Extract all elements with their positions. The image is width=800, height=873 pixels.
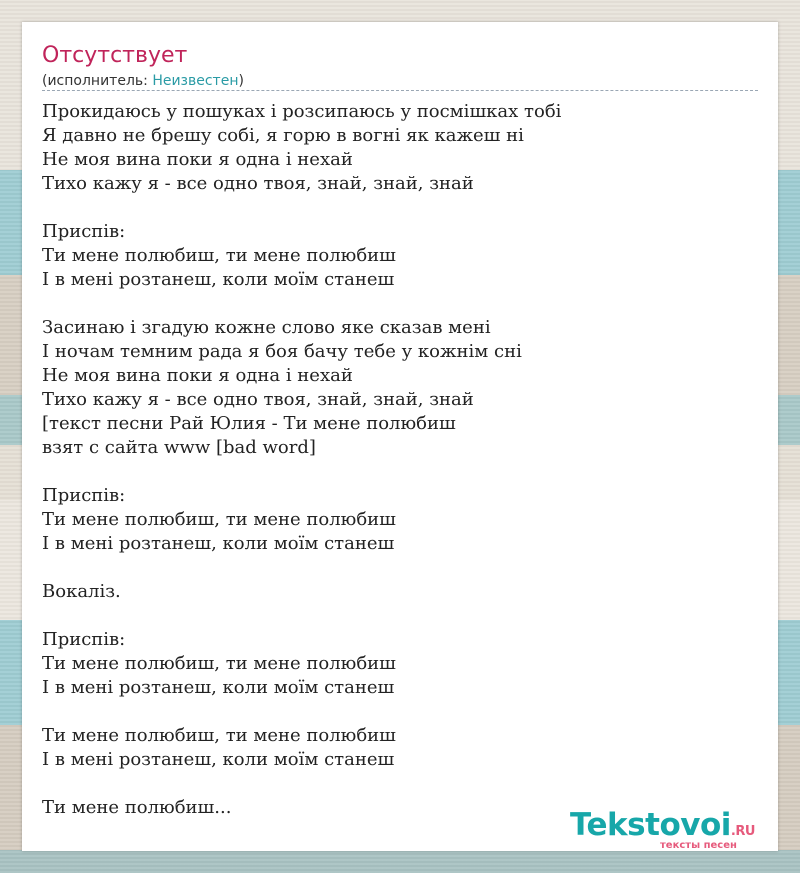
title-divider <box>42 90 758 91</box>
lyrics-line <box>42 460 561 484</box>
artist-prefix: (исполнитель: <box>42 73 153 89</box>
lyrics-line: Ти мене полюбиш... <box>42 797 232 818</box>
lyrics-body <box>42 100 561 820</box>
lyrics-line: Прокидаюсь у пошуках і розсипаюсь у посмішках тобі <box>42 101 562 122</box>
site-logo[interactable] <box>570 808 770 849</box>
lyrics-line: Засинаю і згадую кожне слово яке сказав мені <box>42 317 491 338</box>
song-title: Отсутствует <box>42 43 188 68</box>
lyrics-line: І в мені розтанеш, коли моїм станеш <box>42 677 395 698</box>
lyrics-line: Ти мене полюбиш, ти мене полюбиш <box>42 509 396 530</box>
lyrics-line <box>42 556 561 580</box>
artist-link[interactable]: Неизвестен <box>152 73 239 89</box>
lyrics-line: Тихо кажу я - все одно твоя, знай, знай, знай <box>42 173 474 194</box>
lyrics-line: І в мені розтанеш, коли моїм станеш <box>42 749 395 770</box>
lyrics-line: взят с сайта www [bad word] <box>42 437 316 458</box>
lyrics-line: Я давно не брешу собі, я горю в вогні як кажеш ні <box>42 125 524 146</box>
lyrics-line <box>42 604 561 628</box>
logo-tagline: тексты песен <box>660 840 737 851</box>
lyrics-line: Приспів: <box>42 485 126 506</box>
lyrics-line: Не моя вина поки я одна і нехай <box>42 149 353 170</box>
lyrics-line: Ти мене полюбиш, ти мене полюбиш <box>42 653 396 674</box>
lyrics-line <box>42 700 561 724</box>
lyrics-line: Ти мене полюбиш, ти мене полюбиш <box>42 245 396 266</box>
lyrics-line: І в мені розтанеш, коли моїм станеш <box>42 533 395 554</box>
lyrics-line: Приспів: <box>42 629 126 650</box>
lyrics-line: Приспів: <box>42 221 126 242</box>
lyrics-line: [текст песни Рай Юлия - Ти мене полюбиш <box>42 413 456 434</box>
lyrics-line: Не моя вина поки я одна і нехай <box>42 365 353 386</box>
lyrics-line: І ночам темним рада я боя бачу тебе у кожнім сні <box>42 341 522 362</box>
artist-line <box>42 72 244 90</box>
artist-suffix: ) <box>238 73 244 89</box>
logo-domain: .RU <box>730 824 755 839</box>
lyrics-card <box>22 22 778 851</box>
lyrics-line: Вокаліз. <box>42 581 121 602</box>
lyrics-line: Тихо кажу я - все одно твоя, знай, знай, знай <box>42 389 474 410</box>
lyrics-line: Ти мене полюбиш, ти мене полюбиш <box>42 725 396 746</box>
logo-main-text: Tekstovoi <box>570 807 731 843</box>
lyrics-line <box>42 292 561 316</box>
lyrics-line <box>42 196 561 220</box>
lyrics-line: І в мені розтанеш, коли моїм станеш <box>42 269 395 290</box>
lyrics-line <box>42 772 561 796</box>
